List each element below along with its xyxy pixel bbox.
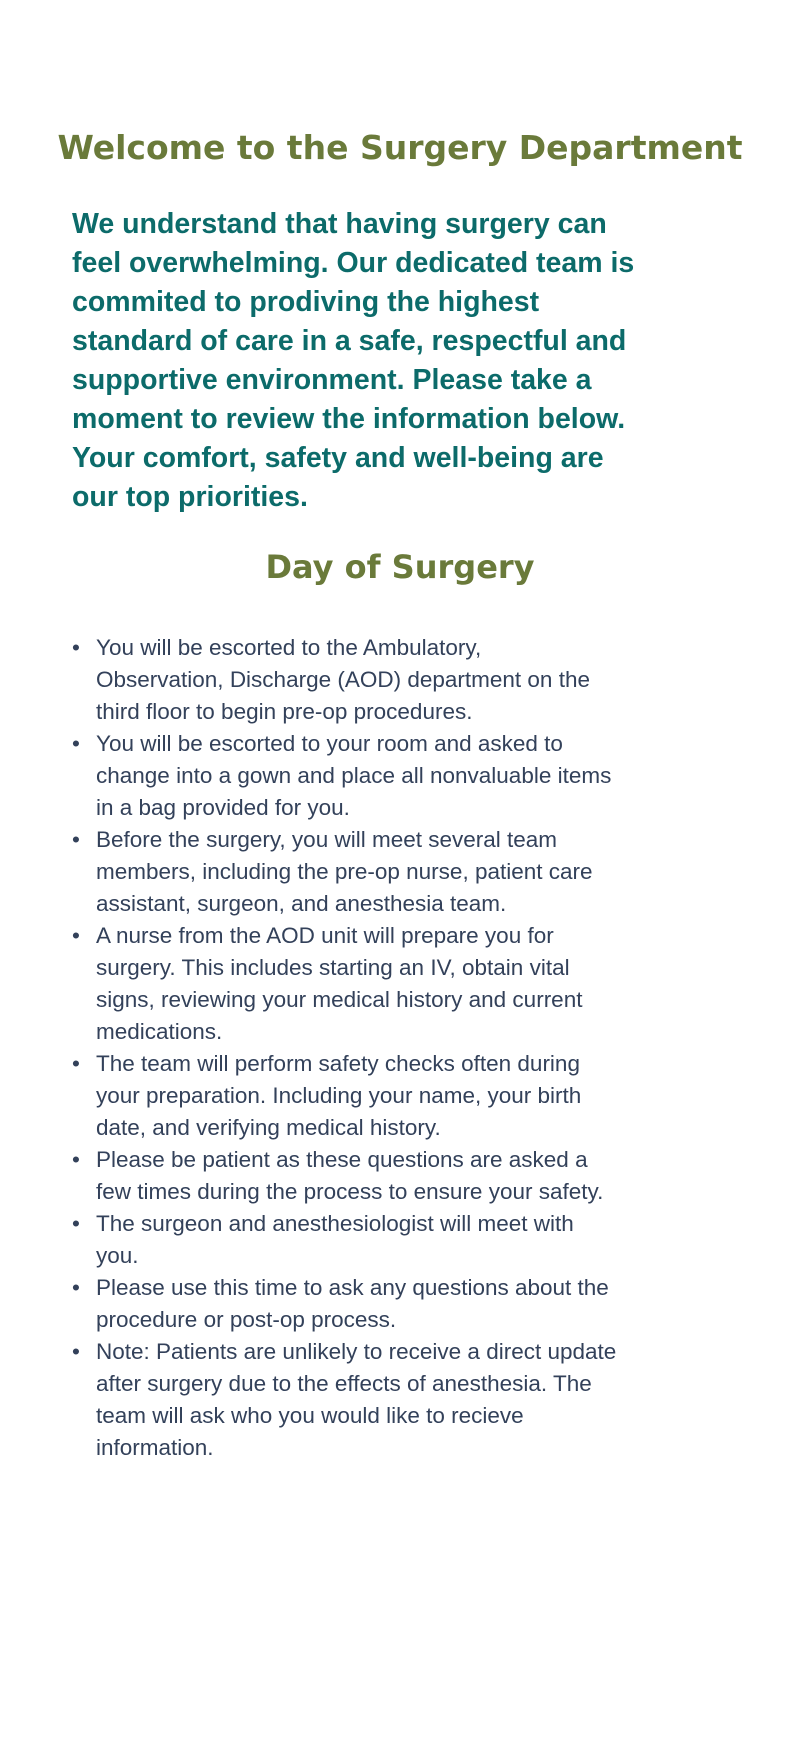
list-item-text: You will be escorted to your room and asked to [96, 731, 563, 756]
list-item-text: after surgery due to the effects of anesthesia. The [96, 1371, 592, 1396]
list-item [72, 1208, 772, 1272]
intro-line: our top priorities. [72, 481, 308, 513]
list-item-text: The team will perform safety checks often during [96, 1051, 580, 1076]
bullet-icon: • [72, 1147, 80, 1172]
intro-line: standard of care in a safe, respectful and [72, 325, 627, 357]
list-item-text: team will ask who you would like to recieve [96, 1403, 524, 1428]
list-item-text: third floor to begin pre-op procedures. [96, 699, 473, 724]
bullet-icon: • [72, 923, 80, 948]
list-item-text: members, including the pre-op nurse, patient care [96, 859, 593, 884]
list-item-text: few times during the process to ensure your safety. [96, 1179, 604, 1204]
intro-line: supportive environment. Please take a [72, 364, 592, 396]
day-of-surgery-list [72, 632, 772, 1464]
list-item-text: Please be patient as these questions are asked a [96, 1147, 588, 1172]
bullet-icon: • [72, 1275, 80, 1300]
welcome-title: Welcome to the Surgery Department [57, 128, 743, 167]
list-item-text: Please use this time to ask any questions about the [96, 1275, 609, 1300]
list-item-text: medications. [96, 1019, 223, 1044]
list-item [72, 1336, 772, 1464]
intro-paragraph [72, 205, 752, 517]
list-item-text: procedure or post-op process. [96, 1307, 397, 1332]
intro-line: We understand that having surgery can [72, 208, 607, 240]
intro-line: moment to review the information below. [72, 403, 626, 435]
list-item-text: You will be escorted to the Ambulatory, [96, 635, 482, 660]
list-item-text: your preparation. Including your name, your birth [96, 1083, 582, 1108]
intro-line: Your comfort, safety and well-being are [72, 442, 604, 474]
list-item-text: you. [96, 1243, 139, 1268]
list-item [72, 728, 772, 824]
bullet-icon: • [72, 1051, 80, 1076]
list-item-text: A nurse from the AOD unit will prepare you for [96, 923, 554, 948]
list-item [72, 920, 772, 1048]
bullet-icon: • [72, 731, 80, 756]
bullet-icon: • [72, 1339, 80, 1364]
list-item-text: assistant, surgeon, and anesthesia team. [96, 891, 507, 916]
list-item-text: The surgeon and anesthesiologist will meet with [96, 1211, 574, 1236]
list-item-text: Before the surgery, you will meet several team [96, 827, 558, 852]
bullet-icon: • [72, 635, 80, 660]
list-item-text: date, and verifying medical history. [96, 1115, 441, 1140]
list-item-text: information. [96, 1435, 214, 1460]
list-item-text: Note: Patients are unlikely to receive a direct update [96, 1339, 617, 1364]
list-item-text: Observation, Discharge (AOD) department on the [96, 667, 590, 692]
list-item-text: surgery. This includes starting an IV, obtain vital [96, 955, 570, 980]
list-item [72, 1048, 772, 1144]
list-item [72, 824, 772, 920]
bullet-icon: • [72, 1211, 80, 1236]
list-item [72, 1272, 772, 1336]
intro-line: commited to prodiving the highest [72, 286, 540, 318]
bullet-icon: • [72, 827, 80, 852]
list-item [72, 632, 772, 728]
section-title-day-of-surgery: Day of Surgery [265, 548, 535, 586]
intro-line: feel overwhelming. Our dedicated team is [72, 247, 635, 279]
list-item-text: signs, reviewing your medical history and current [96, 987, 583, 1012]
list-item [72, 1144, 772, 1208]
list-item-text: change into a gown and place all nonvaluable items [96, 763, 612, 788]
list-item-text: in a bag provided for you. [96, 795, 350, 820]
